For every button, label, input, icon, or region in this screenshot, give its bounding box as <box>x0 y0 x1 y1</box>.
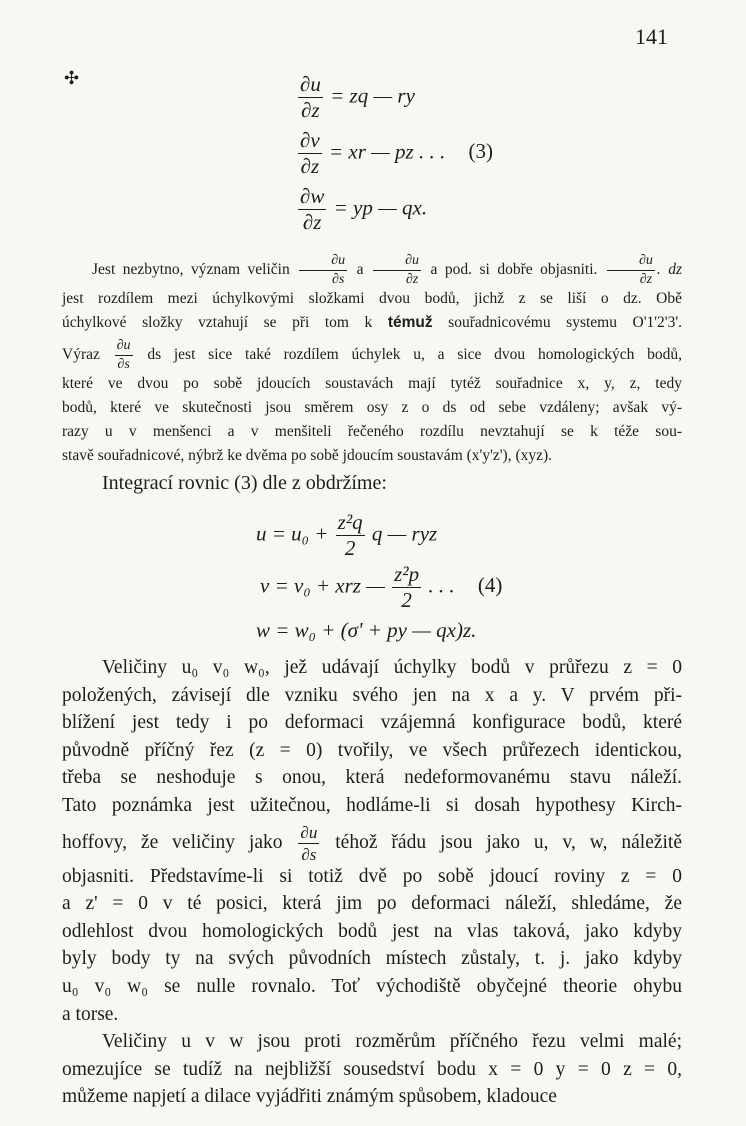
text-line: a z' = 0 v té posici, která jim po deformaci náleží, shledáme, že <box>62 893 682 915</box>
text-line: Veličiny u₀ v₀ w₀, jež udávají úchylky bodů v průřezu z = 0 <box>102 657 682 678</box>
text-line: odlehlost dvou homologických bodů jest na vlas taková, jako kdyby <box>62 920 682 942</box>
text-line: bodů, které ve skutečnosti jsou směrem osy z o ds od sebe vzdáleny; avšak vý- <box>62 399 682 416</box>
text-line: položených, závisejí dle vzniku svého jen na x a y. V prvém při- <box>62 684 682 706</box>
equation-number: (4) <box>477 573 503 598</box>
emphasis-text: témuž <box>387 314 433 331</box>
numerator: ∂u <box>373 254 421 271</box>
numerator: ∂w <box>300 184 325 208</box>
text-line: omezujíce se tudíž na nejbližší sousedství bodu x = 0 y = 0 z = 0, <box>62 1058 682 1080</box>
section-heading: Integrací rovnic (3) dle z obdržíme: <box>102 472 387 494</box>
denominator: ∂z <box>639 272 653 287</box>
equation-4a <box>256 512 437 559</box>
numerator: ∂u <box>299 254 347 271</box>
fraction <box>115 339 133 372</box>
text-line: u₀ v₀ w₀ se nulle rovnalo. Toť východiště obyčejné theorie ohybu <box>62 975 682 997</box>
numerator: ∂u <box>300 822 318 842</box>
equation-3b <box>296 130 493 177</box>
numerator: ∂u <box>300 72 321 96</box>
page-number: 141 <box>635 24 668 49</box>
text-line: můžeme napjetí a dilace vyjádřiti známým spůsobem, kladouce <box>62 1086 557 1108</box>
equation-number: (3) <box>468 139 493 164</box>
text-span: ds jest sice také rozdílem úchylek u, a sice dvou homologických bodů, <box>147 346 683 364</box>
text-line: razy u v menšenci a v menšiteli řečeného rozdílu nevztahují se k téže sou- <box>62 423 682 440</box>
fraction <box>392 564 421 611</box>
denominator: ∂s <box>331 272 345 287</box>
text-span: a pod. si dobře objasniti. <box>430 261 598 279</box>
fraction <box>607 254 655 287</box>
text-line: Tato poznámka jest užitečnou, hodláme-li si dosah hypothesy Kirch- <box>62 794 682 816</box>
text-line <box>62 311 682 335</box>
equation-lhs: u = u₀ + <box>256 521 329 546</box>
fraction <box>299 254 347 287</box>
fraction <box>336 512 365 559</box>
text-line: a torse. <box>62 1003 119 1025</box>
equation-rhs: = zq — ry <box>330 83 415 108</box>
fraction <box>298 186 326 233</box>
denominator: 2 <box>344 536 356 560</box>
equation-4b <box>260 564 502 611</box>
text-span: . dz <box>656 261 683 279</box>
text-line <box>62 339 682 372</box>
numerator: z²q <box>337 510 363 534</box>
text-line <box>62 824 682 863</box>
equation-rhs: q — ryz <box>371 521 438 546</box>
equation-rhs: = xr — pz . . . <box>328 139 446 164</box>
numerator: ∂u <box>115 339 133 356</box>
text-line: Veličiny u v w jsou proti rozměrům příčného řezu velmi malé; <box>102 1031 682 1053</box>
numerator: ∂v <box>300 128 320 152</box>
text-span: úchylkové složky vztahují se při tom k <box>62 314 373 331</box>
text-line: objasniti. Představíme-li si totiž dvě po sobě jdoucí roviny z = 0 <box>62 865 682 887</box>
fraction <box>298 130 322 177</box>
text-span: téhož řádu jsou jako u, v, w, náležitě <box>335 831 683 853</box>
equation-3c <box>296 186 427 233</box>
text-span: Výraz <box>62 346 100 364</box>
fraction <box>298 824 319 863</box>
text-line: blížení jest tedy i po deformaci vzájemná konfigurace bodů, které <box>62 712 682 734</box>
text-line: jest rozdílem mezi úchylkovými složkami dvou bodů, jichž z se liší o dz. Obě <box>62 290 682 307</box>
denominator: ∂z <box>405 272 419 287</box>
text-line <box>62 254 682 287</box>
fraction <box>373 254 421 287</box>
text-line: původně příčný řez (z = 0) tvořily, ve všech průřezech identickou, <box>62 739 682 761</box>
denominator: ∂s <box>117 357 130 372</box>
text-line: které ve dvou po sobě jdoucích soustavách mají tytéž souřadnice x, y, z, tedy <box>62 375 682 392</box>
denominator: ∂z <box>301 98 320 122</box>
denominator: ∂s <box>301 844 317 864</box>
numerator: z²p <box>394 562 420 586</box>
text-span: Jest nezbytno, význam veličin <box>92 261 290 279</box>
equation-rhs: . . . <box>428 573 455 598</box>
small-paragraph <box>62 254 682 468</box>
numerator: ∂u <box>607 254 655 271</box>
denominator: 2 <box>401 588 412 612</box>
denominator: ∂z <box>302 210 322 234</box>
equation-4c: w = w₀ + (σ' + py — qx)z. <box>256 618 477 642</box>
fraction <box>298 74 323 121</box>
equation-lhs: v = v₀ + xrz — <box>260 573 385 598</box>
body-paragraph-1 <box>62 654 682 1111</box>
text-line: stavě souřadnicové, nýbrž ke dvěma po sobě jdoucím soustavám (x'y'z'), (xyz). <box>62 447 553 464</box>
text-span: a <box>356 261 364 279</box>
text-line: byly body ty na svých původních místech zůstaly, t. j. jako kdyby <box>62 948 682 970</box>
text-span: souřadnicovému systemu O'1'2'3'. <box>448 314 683 331</box>
text-line: třeba se neshoduje s onou, která nedeformovanému stavu náleží. <box>62 767 682 789</box>
denominator: ∂z <box>300 154 320 178</box>
equation-rhs: = yp — qx. <box>333 195 428 220</box>
equation-3a <box>296 74 415 121</box>
text-span: hoffovy, že veličiny jako <box>62 831 283 853</box>
ornament-icon: ✣ <box>64 68 80 88</box>
